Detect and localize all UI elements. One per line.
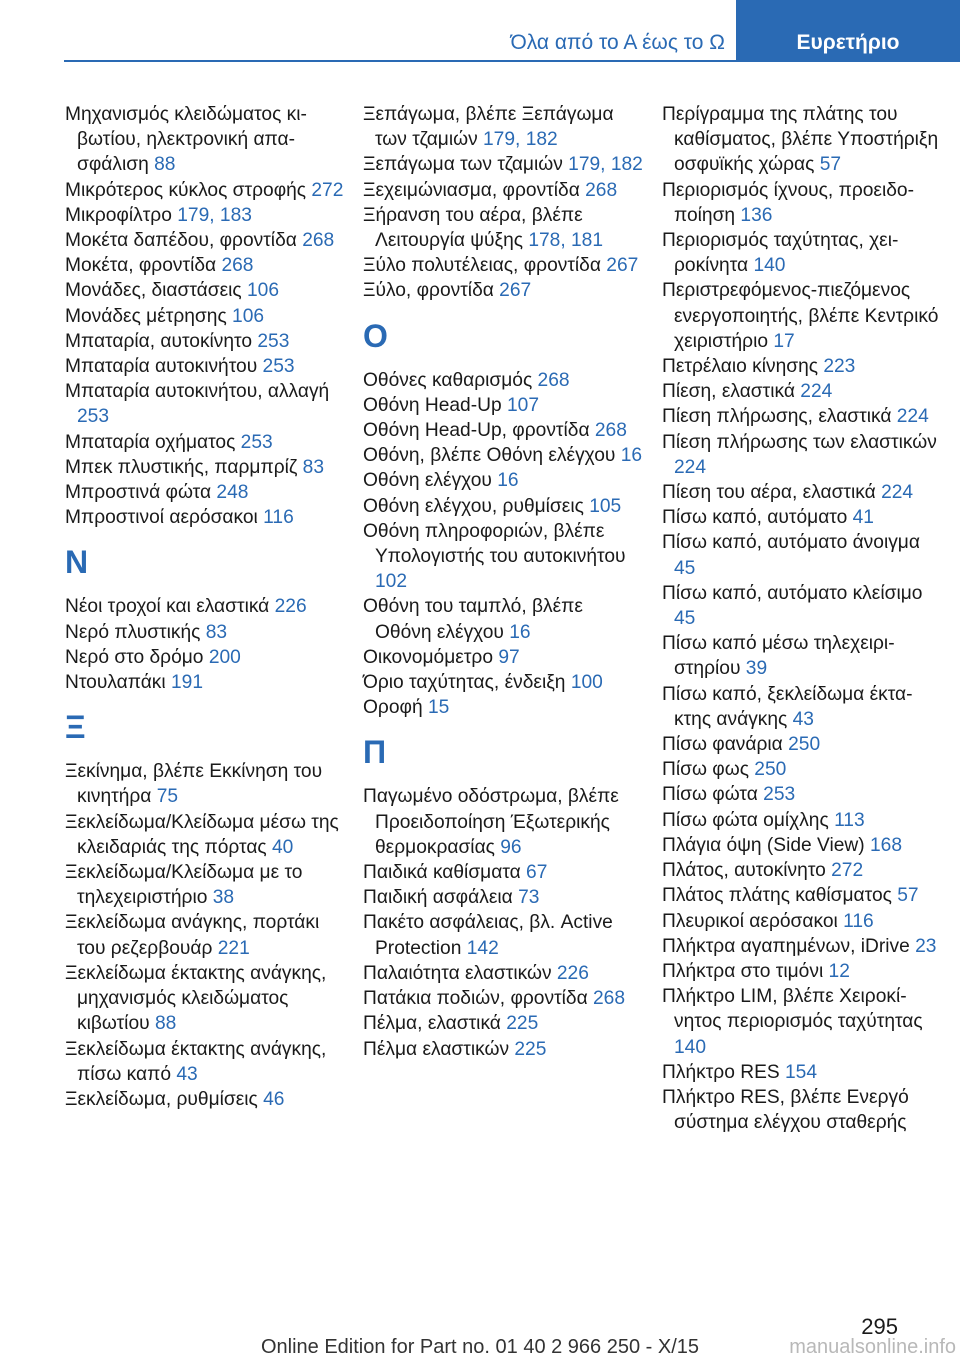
index-entry-page-link[interactable]: 268 <box>537 369 570 391</box>
index-entry-page-link[interactable]: 106 <box>232 305 265 327</box>
index-entry <box>662 530 942 580</box>
index-entry <box>363 468 643 493</box>
index-entry-page-link[interactable]: 96 <box>500 836 522 858</box>
index-entry <box>363 986 643 1011</box>
index-entry-term: Μπαταρία αυτοκινήτου <box>65 356 263 378</box>
index-entry-page-link[interactable]: 179, 182 <box>568 154 643 176</box>
index-entry <box>65 228 345 253</box>
index-entry-page-link[interactable]: 224 <box>800 381 833 403</box>
index-entry-term: Πίσω φώτα ομίχλης <box>662 809 835 831</box>
index-entry <box>65 1037 345 1087</box>
index-entry-page-link[interactable]: 226 <box>556 962 589 984</box>
index-entry <box>65 102 345 178</box>
index-entry-page-link[interactable]: 226 <box>274 596 307 618</box>
index-entry-term: Παιδική ασφάλεια <box>363 887 519 909</box>
footer-watermark: manualsonline.info <box>789 1336 956 1358</box>
index-entry <box>65 645 345 670</box>
index-entry <box>65 480 345 505</box>
index-entry-page-link[interactable]: 224 <box>674 456 707 478</box>
index-entry <box>662 934 942 959</box>
index-entry-page-link[interactable]: 200 <box>208 646 241 668</box>
index-entry <box>363 594 643 644</box>
index-entry <box>65 670 345 695</box>
index-entry-page-link[interactable]: 253 <box>77 406 110 428</box>
index-entry <box>65 860 345 910</box>
index-entry-term: Οροφή <box>363 697 428 719</box>
index-entry <box>662 883 942 908</box>
index-entry-page-link[interactable]: 23 <box>915 935 937 957</box>
index-entry-term: Οθόνη Head-Up, φροντίδα <box>363 420 595 442</box>
index-entry <box>662 379 942 404</box>
index-entry-page-link[interactable]: 116 <box>263 507 294 529</box>
index-entry-term: Πετρέλαιο κίνησης <box>662 356 824 378</box>
index-entry <box>65 505 345 530</box>
index-column-1 <box>65 102 345 1112</box>
index-entry <box>363 885 643 910</box>
index-letter-heading: Ν <box>65 544 89 581</box>
index-entry <box>65 203 345 228</box>
page-header <box>0 0 960 62</box>
index-entry-term: Πίσω καπό, αυτόματο <box>662 507 853 529</box>
index-entry <box>363 253 643 278</box>
index-entry <box>65 278 345 303</box>
index-entry-page-link[interactable]: 116 <box>843 910 874 932</box>
index-entry-page-link[interactable]: 17 <box>773 330 795 352</box>
index-entry-term: Πίσω καπό, αυτόματο άνοιγμα <box>662 532 920 554</box>
index-entry <box>363 418 643 443</box>
index-entry-term: Πλάγια όψη (Side View) <box>662 834 870 856</box>
index-entry-term: Περιορισμός ίχνους, προειδοποίηση <box>662 179 914 226</box>
index-entry-term: Ξεκλείδωμα έκτακτης ανάγκης, πίσω καπό <box>65 1038 327 1085</box>
index-entry-page-link[interactable]: 45 <box>674 608 696 630</box>
index-entry-page-link[interactable]: 12 <box>828 960 850 982</box>
index-entry <box>662 480 942 505</box>
index-entry-page-link[interactable]: 57 <box>819 154 842 176</box>
index-entry-page-link[interactable]: 191 <box>170 672 203 694</box>
index-entry-term: Πέλμα ελαστικών <box>363 1038 515 1060</box>
index-letter-heading: Π <box>363 734 387 771</box>
index-entry-page-link[interactable]: 223 <box>823 356 856 378</box>
index-entry <box>363 1011 643 1036</box>
index-entry <box>662 833 942 858</box>
index-entry-term: Πίσω φως <box>662 759 755 781</box>
index-entry-page-link[interactable]: 75 <box>156 786 179 808</box>
index-entry <box>662 858 942 883</box>
index-entry-page-link[interactable]: 253 <box>763 784 796 806</box>
index-entry <box>363 961 643 986</box>
index-entry-page-link[interactable]: 105 <box>589 495 622 517</box>
index-entry-page-link[interactable]: 253 <box>240 431 273 453</box>
index-letter-heading: Ξ <box>65 709 86 746</box>
index-entry-page-link[interactable]: 225 <box>514 1038 547 1060</box>
index-entry-term: Πίεση πλήρωσης, ελαστικά <box>662 406 897 428</box>
index-entry <box>363 443 643 468</box>
index-entry <box>662 757 942 782</box>
index-entry-page-link[interactable]: 154 <box>785 1061 818 1083</box>
index-entry-term: Μπαταρία αυτοκινήτου, αλλαγή <box>65 381 330 403</box>
index-entry-page-link[interactable]: 250 <box>754 759 787 781</box>
index-entry-page-link[interactable]: 267 <box>499 280 532 302</box>
index-entry-term: Περιορισμός ταχύτητας, χειροκίνητα <box>662 230 899 277</box>
index-entry <box>363 368 643 393</box>
index-entry-term: Μικροφίλτρο <box>65 204 178 226</box>
index-entry-page-link[interactable]: 267 <box>606 255 639 277</box>
index-entry <box>65 178 345 203</box>
index-entry-term: Πίσω καπό μέσω τηλεχειριστηρίου <box>662 633 895 680</box>
index-entry-page-link[interactable]: 225 <box>506 1013 539 1035</box>
index-entry <box>363 695 643 720</box>
index-entry-page-link[interactable]: 16 <box>620 445 643 467</box>
index-entry-page-link[interactable]: 102 <box>375 571 408 593</box>
index-entry-term: Πλήκτρο RES <box>662 1061 785 1083</box>
index-entry <box>65 910 345 960</box>
index-entry-term: Οθόνη Head-Up <box>363 394 507 416</box>
index-entry-page-link[interactable]: 46 <box>263 1088 285 1110</box>
index-entry-term: Μοκέτα δαπέδου, φροντίδα <box>65 230 303 252</box>
index-entry <box>662 278 942 354</box>
index-entry-term: Πλήκτρο RES, βλέπε Ενεργό σύστημα ελέγχου σταθερής <box>662 1086 909 1134</box>
index-entry-term: Πλευρικοί αερόσακοι <box>662 910 844 932</box>
index-entry-page-link[interactable]: 43 <box>176 1063 198 1085</box>
index-entry-page-link[interactable]: 45 <box>674 557 696 579</box>
index-entry-term: Ξεκλείδωμα ανάγκης, πορτάκι του ρεζερβουάρ <box>65 912 320 959</box>
index-entry <box>65 759 345 809</box>
index-entry-term: Οθόνη του ταμπλό, βλέπε Οθόνη ελέγχου <box>363 596 583 643</box>
index-entry-page-link[interactable]: 16 <box>509 621 531 643</box>
index-entry-term: Μηχανισμός κλειδώματος κιβωτίου, ηλεκτρονική απασφάλιση <box>65 104 307 176</box>
index-entry-term: Ξεκλείδωμα/Κλείδωμα μέσω της κλειδαριάς της πόρτας <box>65 811 339 858</box>
index-entry-term: Πλήκτρο LIM, βλέπε Χειροκίνητος περιορισμός ταχύτητας <box>662 986 923 1033</box>
index-entry <box>363 645 643 670</box>
index-entry <box>363 152 643 177</box>
index-entry-page-link[interactable]: 136 <box>740 204 773 226</box>
index-entry-term: Νερό πλυστικής <box>65 621 206 643</box>
index-entry-term: Μπεκ πλυστικής, παρμπρίζ <box>65 456 303 478</box>
index-entry-term: Περίγραμμα της πλάτης του καθίσματος, βλέπε Υποστήριξη οσφυϊκής χώρας <box>662 104 939 176</box>
index-entry-page-link[interactable]: 268 <box>594 420 627 442</box>
index-entry <box>662 228 942 278</box>
index-entry-page-link[interactable]: 57 <box>897 885 919 907</box>
index-entry-page-link[interactable]: 15 <box>427 697 450 719</box>
index-entry-term: Πίσω καπό, αυτόματο κλείσιμο <box>662 582 923 604</box>
index-entry-page-link[interactable]: 253 <box>257 330 290 352</box>
index-entry-page-link[interactable]: 179, 183 <box>177 204 252 226</box>
index-entry-page-link[interactable]: 73 <box>518 887 540 909</box>
index-entry <box>662 354 942 379</box>
index-entry-term: Οθόνη, βλέπε Οθόνη ελέγχου <box>363 445 621 467</box>
index-entry-term: Μπροστινοί αερόσακοι <box>65 507 264 529</box>
index-entry-term: Μπαταρία, αυτοκίνητο <box>65 330 258 352</box>
index-entry <box>65 810 345 860</box>
index-entry <box>662 505 942 530</box>
index-entry <box>363 203 643 253</box>
index-entry-page-link[interactable]: 253 <box>262 356 295 378</box>
index-entry-term: Νερό στο δρόμο <box>65 646 209 668</box>
index-entry-term: Πίεση, ελαστικά <box>662 381 801 403</box>
index-entry <box>662 631 942 681</box>
index-entry-term: Πλήκτρα στο τιμόνι <box>662 960 829 982</box>
index-entry <box>662 808 942 833</box>
header-rule <box>64 60 960 62</box>
index-entry-term: Ξεπάγωμα, βλέπε Ξεπάγωμα των τζαμιών <box>363 104 614 151</box>
index-entry-page-link[interactable]: 100 <box>570 672 603 694</box>
index-entry-term: Μοκέτα, φροντίδα <box>65 255 222 277</box>
index-entry <box>65 354 345 379</box>
index-entry <box>65 594 345 619</box>
footer-edition: Online Edition for Part no. 01 40 2 966 250 - X/15 <box>260 1336 700 1358</box>
index-entry-term: Ξύλο πολυτέλειας, φροντίδα <box>363 255 607 277</box>
index-entry-page-link[interactable]: 106 <box>247 280 280 302</box>
index-entry-page-link[interactable]: 268 <box>585 179 618 201</box>
index-entry-term: Ξεπάγωμα των τζαμιών <box>363 154 569 176</box>
index-entry-term: Πίεση του αέρα, ελαστικά <box>662 482 882 504</box>
index-entry <box>662 102 942 178</box>
index-entry-page-link[interactable]: 113 <box>834 809 865 831</box>
index-column-3 <box>662 102 942 1135</box>
index-entry <box>65 455 345 480</box>
index-entry-term: Παλαιότητα ελαστικών <box>363 962 557 984</box>
index-entry <box>363 910 643 960</box>
index-entry-term: Πακέτο ασφάλειας, βλ. Active Protection <box>363 912 613 959</box>
index-entry <box>65 620 345 645</box>
index-entry <box>363 670 643 695</box>
index-entry-term: Ξεκίνημα, βλέπε Εκκίνηση του κινητήρα <box>65 761 323 808</box>
index-entry-term: Πέλμα, ελαστικά <box>363 1013 507 1035</box>
index-entry-page-link[interactable]: 142 <box>466 937 499 959</box>
index-entry-page-link[interactable]: 168 <box>869 834 902 856</box>
index-entry-page-link[interactable]: 40 <box>272 836 294 858</box>
index-entry-term: Μπροστινά φώτα <box>65 482 217 504</box>
index-entry-term: Ξήρανση του αέρα, βλέπε Λειτουργία ψύξης <box>363 204 583 252</box>
index-entry-page-link[interactable]: 39 <box>745 658 768 680</box>
index-entry-page-link[interactable]: 97 <box>498 646 520 668</box>
index-entry-page-link[interactable]: 38 <box>212 887 235 909</box>
index-entry-term: Πατάκια ποδιών, φροντίδα <box>363 988 594 1010</box>
index-entry <box>65 430 345 455</box>
index-entry-page-link[interactable]: 221 <box>217 937 250 959</box>
index-entry-term: Πλάτος πλάτης καθίσματος <box>662 885 898 907</box>
index-entry-page-link[interactable]: 268 <box>221 255 254 277</box>
index-entry <box>662 178 942 228</box>
index-entry-term: Όριο ταχύτητας, ένδειξη <box>363 672 571 694</box>
index-entry-term: Οθόνη ελέγχου <box>363 470 498 492</box>
index-entry-term: Νέοι τροχοί και ελαστικά <box>65 596 275 618</box>
index-entry-page-link[interactable]: 140 <box>753 255 786 277</box>
index-column-2 <box>363 102 643 1062</box>
index-entry-term: Πίεση πλήρωσης των ελαστικών <box>662 431 937 453</box>
index-entry <box>662 1085 942 1135</box>
index-entry <box>662 984 942 1060</box>
index-entry <box>65 379 345 429</box>
index-entry <box>363 860 643 885</box>
index-entry-page-link[interactable]: 268 <box>593 988 626 1010</box>
index-entry-page-link[interactable]: 179, 182 <box>483 129 558 151</box>
index-entry-term: Μονάδες μέτρησης <box>65 305 233 327</box>
index-entry-page-link[interactable]: 140 <box>674 1036 707 1058</box>
index-entry-term: Παιδικά καθίσματα <box>363 862 527 884</box>
index-entry-term: Πίσω καπό, ξεκλείδωμα έκτακτης ανάγκης <box>662 683 913 730</box>
index-entry <box>662 1060 942 1085</box>
index-entry-page-link[interactable]: 272 <box>311 179 344 201</box>
index-entry <box>363 178 643 203</box>
index-entry-page-link[interactable]: 67 <box>526 862 548 884</box>
index-entry-page-link[interactable]: 250 <box>788 734 821 756</box>
index-entry-page-link[interactable]: 83 <box>302 456 325 478</box>
index-entry <box>363 102 643 152</box>
index-entry-term: Πίσω φανάρια <box>662 734 789 756</box>
index-entry <box>363 784 643 860</box>
index-entry <box>65 253 345 278</box>
index-entry-term: Ντουλαπάκι <box>65 672 171 694</box>
index-entry-term: Οθόνες καθαρισμός <box>363 369 538 391</box>
index-entry <box>662 581 942 631</box>
index-entry-term: Πλάτος, αυτοκίνητο <box>662 860 832 882</box>
index-entry-term: Μονάδες, διαστάσεις <box>65 280 247 302</box>
index-entry-term: Ξεκλείδωμα έκτακτης ανάγκης, μηχανισμός κλειδώματος κιβωτίου <box>65 962 327 1035</box>
index-entry-term: Ξεκλείδωμα, ρυθμίσεις <box>65 1088 264 1110</box>
index-entry-page-link[interactable]: 178, 181 <box>528 230 604 252</box>
index-entry-term: Ξεχειμώνιασμα, φροντίδα <box>363 179 586 201</box>
index-entry <box>363 1037 643 1062</box>
index-entry <box>65 961 345 1037</box>
index-entry-term: Πίσω φώτα <box>662 784 764 806</box>
index-entry-page-link[interactable]: 224 <box>881 482 914 504</box>
index-entry <box>662 430 942 480</box>
index-entry <box>662 959 942 984</box>
index-entry-page-link[interactable]: 107 <box>506 394 539 416</box>
index-entry <box>662 404 942 429</box>
index-entry <box>662 782 942 807</box>
index-entry-term: Οθόνη ελέγχου, ρυθμίσεις <box>363 495 590 517</box>
index-entry <box>363 494 643 519</box>
index-entry <box>65 329 345 354</box>
index-entry-page-link[interactable]: 248 <box>216 482 249 504</box>
index-entry <box>65 304 345 329</box>
index-entry-term: Οικονομόμετρο <box>363 646 499 668</box>
index-entry-term: Ξύλο, φροντίδα <box>363 280 500 302</box>
index-entry-page-link[interactable]: 16 <box>497 470 519 492</box>
index-tab[interactable]: Ευρετήριο <box>736 0 960 62</box>
page-number: 295 <box>861 1314 898 1339</box>
index-entry-term: Μικρότερος κύκλος στροφής <box>65 179 312 201</box>
index-entry-term: Πλήκτρα αγαπημένων, iDrive <box>662 935 916 957</box>
index-entry-term: Οθόνη πληροφοριών, βλέπε Υπολογιστής του αυτοκινήτου <box>363 520 626 568</box>
index-entry <box>662 682 942 732</box>
index-entry-term: Μπαταρία οχήματος <box>65 431 241 453</box>
index-entry-term: Παγωμένο οδόστρωμα, βλέπε Προειδοποίηση Έξωτερικής θερμοκρασίας <box>363 786 619 858</box>
index-entry <box>363 393 643 418</box>
index-entry-page-link[interactable]: 272 <box>831 860 864 882</box>
index-entry <box>363 278 643 303</box>
index-entry-page-link[interactable]: 224 <box>896 406 929 428</box>
index-letter-heading: Ο <box>363 317 388 354</box>
index-entry-page-link[interactable]: 83 <box>205 621 228 643</box>
section-title: Όλα από το Α έως το Ω <box>510 31 725 54</box>
index-entry-page-link[interactable]: 268 <box>302 230 335 252</box>
index-entry <box>662 909 942 934</box>
index-entry-page-link[interactable]: 41 <box>852 507 874 529</box>
index-entry-term: Ξεκλείδωμα/Κλείδωμα με το τηλεχειριστήριο <box>65 862 303 909</box>
index-entry-page-link[interactable]: 43 <box>792 708 814 730</box>
index-entry-page-link[interactable]: 88 <box>154 154 176 176</box>
index-entry-page-link[interactable]: 88 <box>154 1013 177 1035</box>
index-entry <box>65 1087 345 1112</box>
index-entry-term: Περιστρεφόμενος-πιεζόμενος ενεργοποιητής, βλέπε Κεντρικό χειριστήριο <box>662 280 939 352</box>
index-entry <box>662 732 942 757</box>
index-entry <box>363 519 643 595</box>
